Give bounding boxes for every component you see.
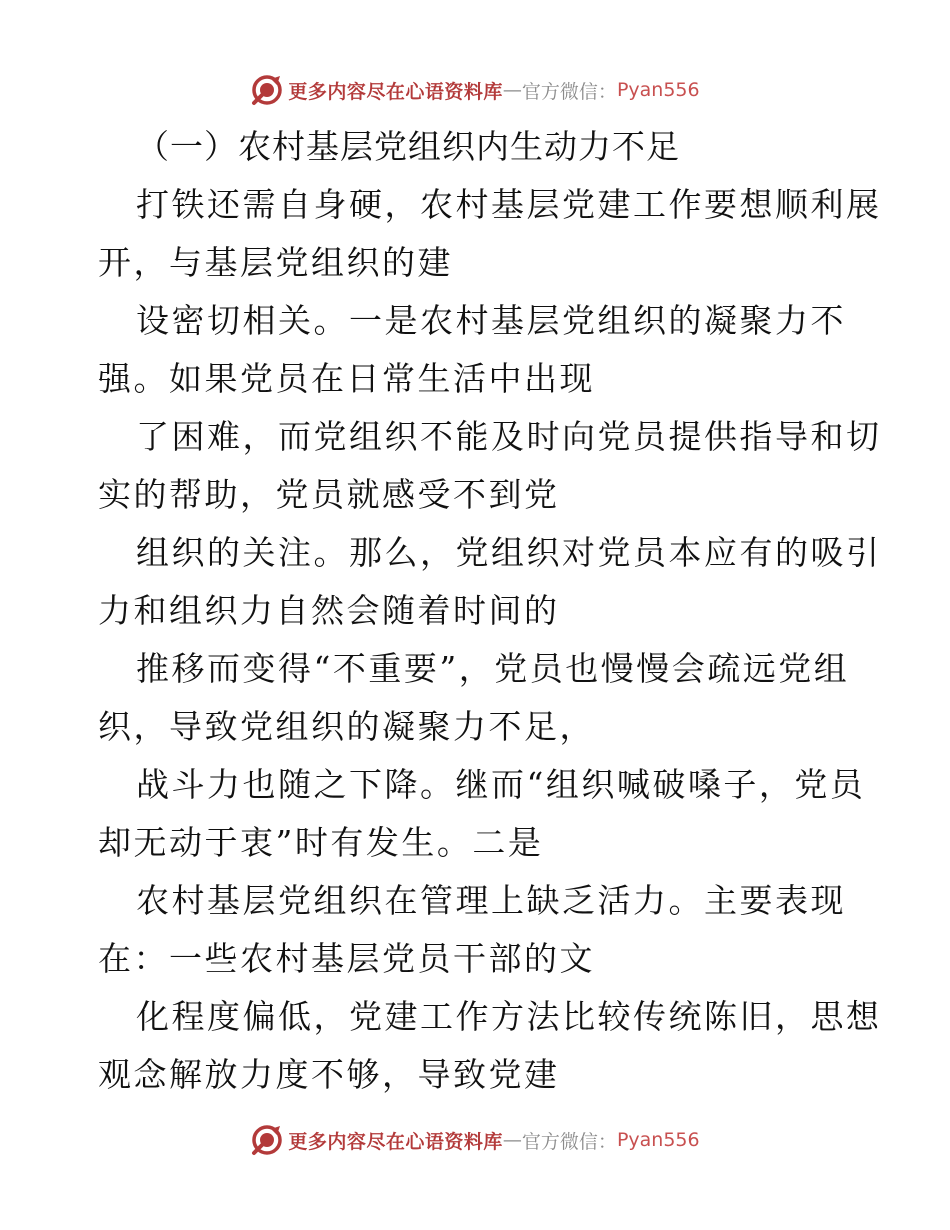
paragraph-line: 开，与基层党组织的建	[98, 243, 453, 282]
watermark-separator: —	[502, 1129, 522, 1151]
watermark-wechat-label: 官方微信：	[521, 80, 617, 103]
paragraph-line: 了困难，而党组织不能及时向党员提供指导和切	[136, 417, 882, 456]
paragraph-line: 化程度偏低，党建工作方法比较传统陈旧，思想	[136, 997, 882, 1036]
paragraph-line: 在：一些农村基层党员干部的文	[98, 939, 595, 978]
footer-watermark	[0, 1120, 950, 1160]
watermark-wechat-label: 官方微信：	[521, 1130, 617, 1153]
paragraph-line: 农村基层党组织在管理上缺乏活力。主要表现	[136, 881, 846, 920]
paragraph-line: 力和组织力自然会随着时间的	[98, 591, 560, 630]
paragraph-2	[98, 292, 858, 408]
paragraph-line: 推移而变得“不重要”，党员也慢慢会疏远党组	[136, 649, 850, 688]
paragraph-7	[98, 872, 858, 988]
watermark-wechat-id: Pyan556	[616, 79, 700, 101]
paragraph-line: 却无动于衷”时有发生。二是	[98, 823, 544, 862]
header-watermark	[0, 70, 950, 110]
paragraph-line: 打铁还需自身硬，农村基层党建工作要想顺利展	[136, 185, 882, 224]
paragraph-6	[98, 756, 866, 872]
watermark-wechat-id: Pyan556	[616, 1129, 700, 1151]
paragraph-line: 实的帮助，党员就感受不到党	[98, 475, 560, 514]
watermark-brand-text: 更多内容尽在心语资料库	[288, 1130, 503, 1153]
paragraph-3	[98, 408, 882, 524]
paragraph-line: 组织的关注。那么，党组织对党员本应有的吸引	[136, 533, 882, 572]
watermark-separator: —	[502, 79, 522, 101]
watermark-brand-text: 更多内容尽在心语资料库	[288, 80, 503, 103]
paragraph-8	[98, 988, 882, 1104]
pen-in-circle-icon	[250, 1123, 284, 1157]
pen-in-circle-icon	[250, 73, 284, 107]
paragraph-line: 强。如果党员在日常生活中出现	[98, 359, 595, 398]
paragraph-4	[98, 524, 882, 640]
section-heading: （一）农村基层党组织内生动力不足	[136, 127, 680, 166]
document-body	[98, 118, 882, 1104]
paragraph-line: 战斗力也随之下降。继而“组织喊破嗓子，党员	[136, 765, 866, 804]
paragraph-line: 织，导致党组织的凝聚力不足，	[98, 707, 595, 746]
paragraph-5	[98, 640, 858, 756]
paragraph-1	[98, 176, 882, 292]
paragraph-line: 设密切相关。一是农村基层党组织的凝聚力不	[136, 301, 846, 340]
paragraph-line: 观念解放力度不够，导致党建	[98, 1055, 560, 1094]
